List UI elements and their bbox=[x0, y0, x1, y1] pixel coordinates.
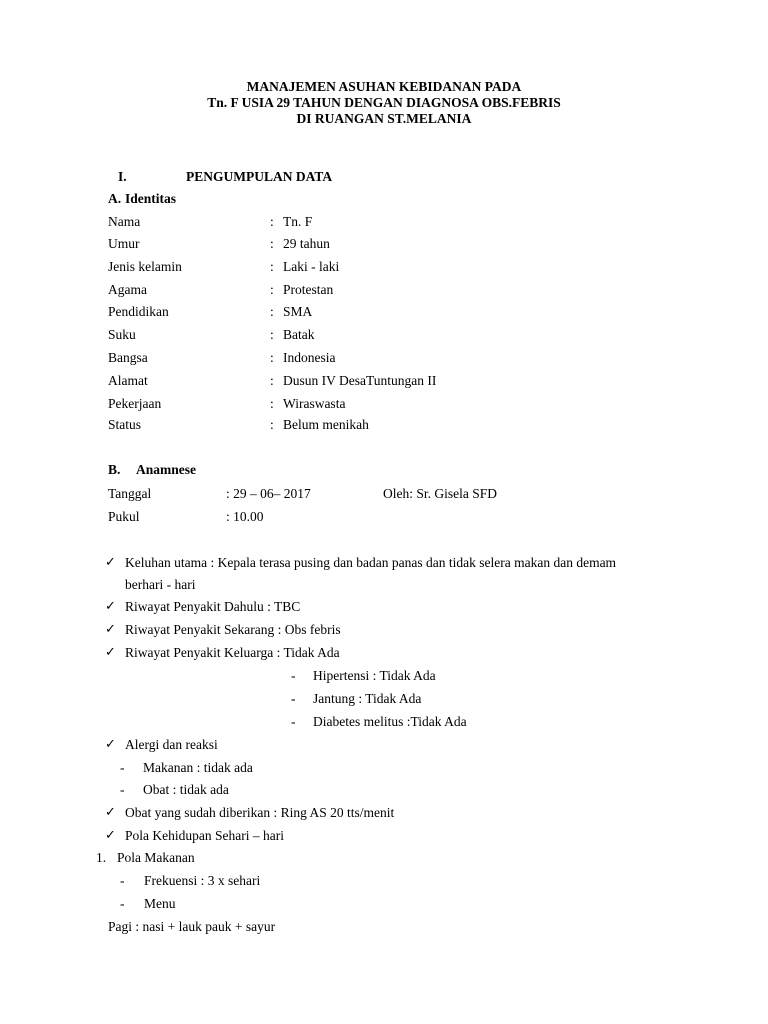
riwayat-keluarga: Riwayat Penyakit Keluarga : Tidak Ada bbox=[125, 645, 340, 660]
pagi-menu: Pagi : nasi + lauk pauk + sayur bbox=[108, 919, 276, 934]
keluarga-item: Jantung : Tidak Ada bbox=[313, 691, 422, 706]
alergi-heading: Alergi dan reaksi bbox=[125, 737, 218, 752]
dash: - bbox=[120, 873, 125, 888]
identitas-label: Pekerjaan bbox=[108, 396, 162, 411]
check-icon: ✓ bbox=[105, 599, 116, 614]
dash: - bbox=[291, 691, 296, 706]
riwayat-dahulu: Riwayat Penyakit Dahulu : TBC bbox=[125, 599, 301, 614]
check-icon: ✓ bbox=[105, 737, 116, 752]
title-line-2: Tn. F USIA 29 TAHUN DENGAN DIAGNOSA OBS.FEBRIS bbox=[207, 95, 561, 110]
keluhan-line-2: berhari - hari bbox=[125, 577, 196, 592]
identitas-label: Suku bbox=[108, 327, 136, 342]
identitas-separator: : bbox=[270, 304, 274, 319]
check-icon: ✓ bbox=[105, 645, 116, 660]
identitas-label: Nama bbox=[108, 214, 141, 229]
identitas-separator: : bbox=[270, 417, 274, 432]
identitas-separator: : bbox=[270, 236, 274, 251]
alergi-item: Obat : tidak ada bbox=[143, 782, 229, 797]
identitas-value: Laki - laki bbox=[283, 259, 340, 274]
anamnese-letter: B. bbox=[108, 462, 121, 477]
dash: - bbox=[120, 782, 125, 797]
tanggal-value: : 29 – 06– 2017 bbox=[226, 486, 311, 501]
identitas-value: Tn. F bbox=[283, 214, 313, 229]
riwayat-sekarang: Riwayat Penyakit Sekarang : Obs febris bbox=[125, 622, 341, 637]
identitas-value: Indonesia bbox=[283, 350, 336, 365]
keluarga-item: Hipertensi : Tidak Ada bbox=[313, 668, 436, 683]
keluhan-line-1: Keluhan utama : Kepala terasa pusing dan badan panas dan tidak selera makan dan demam bbox=[125, 555, 617, 570]
tanggal-label: Tanggal bbox=[108, 486, 152, 501]
identitas-separator: : bbox=[270, 214, 274, 229]
pola-makanan-item: Frekuensi : 3 x sehari bbox=[144, 873, 261, 888]
keluarga-item: Diabetes melitus :Tidak Ada bbox=[313, 714, 467, 729]
check-icon: ✓ bbox=[105, 828, 116, 843]
title-line-3: DI RUANGAN ST.MELANIA bbox=[296, 111, 472, 126]
identitas-value: Protestan bbox=[283, 282, 334, 297]
check-icon: ✓ bbox=[105, 805, 116, 820]
identitas-separator: : bbox=[270, 350, 274, 365]
pola-kehidupan: Pola Kehidupan Sehari – hari bbox=[125, 828, 284, 843]
pukul-value: : 10.00 bbox=[226, 509, 264, 524]
pola-makanan-heading: Pola Makanan bbox=[117, 850, 195, 865]
section-number: I. bbox=[118, 169, 127, 184]
alergi-item: Makanan : tidak ada bbox=[143, 760, 253, 775]
identitas-value: Dusun IV DesaTuntungan II bbox=[283, 373, 437, 388]
dash: - bbox=[120, 760, 125, 775]
check-icon: ✓ bbox=[105, 555, 116, 570]
dash: - bbox=[291, 714, 296, 729]
identitas-heading: Identitas bbox=[125, 191, 177, 206]
identitas-label: Pendidikan bbox=[108, 304, 169, 319]
identitas-separator: : bbox=[270, 373, 274, 388]
pola-makanan-number: 1. bbox=[96, 850, 107, 865]
identitas-value: Wiraswasta bbox=[283, 396, 346, 411]
anamnese-heading: Anamnese bbox=[136, 462, 196, 477]
identitas-label: Alamat bbox=[108, 373, 148, 388]
identitas-value: SMA bbox=[283, 304, 313, 319]
identitas-value: Belum menikah bbox=[283, 417, 369, 432]
identitas-label: Bangsa bbox=[108, 350, 148, 365]
oleh-text: Oleh: Sr. Gisela SFD bbox=[383, 486, 498, 501]
identitas-value: 29 tahun bbox=[283, 236, 330, 251]
identitas-separator: : bbox=[270, 259, 274, 274]
identitas-value: Batak bbox=[283, 327, 315, 342]
title-line-1: MANAJEMEN ASUHAN KEBIDANAN PADA bbox=[246, 79, 522, 94]
identitas-letter: A. bbox=[108, 191, 122, 206]
identitas-label: Agama bbox=[108, 282, 147, 297]
identitas-label: Jenis kelamin bbox=[108, 259, 182, 274]
check-icon: ✓ bbox=[105, 622, 116, 637]
identitas-separator: : bbox=[270, 327, 274, 342]
identitas-label: Status bbox=[108, 417, 142, 432]
pola-makanan-item: Menu bbox=[144, 896, 176, 911]
identitas-separator: : bbox=[270, 282, 274, 297]
dash: - bbox=[291, 668, 296, 683]
obat-diberikan: Obat yang sudah diberikan : Ring AS 20 tts/menit bbox=[125, 805, 395, 820]
dash: - bbox=[120, 896, 125, 911]
identitas-label: Umur bbox=[108, 236, 140, 251]
identitas-separator: : bbox=[270, 396, 274, 411]
pukul-label: Pukul bbox=[108, 509, 140, 524]
section-heading: PENGUMPULAN DATA bbox=[186, 169, 333, 184]
